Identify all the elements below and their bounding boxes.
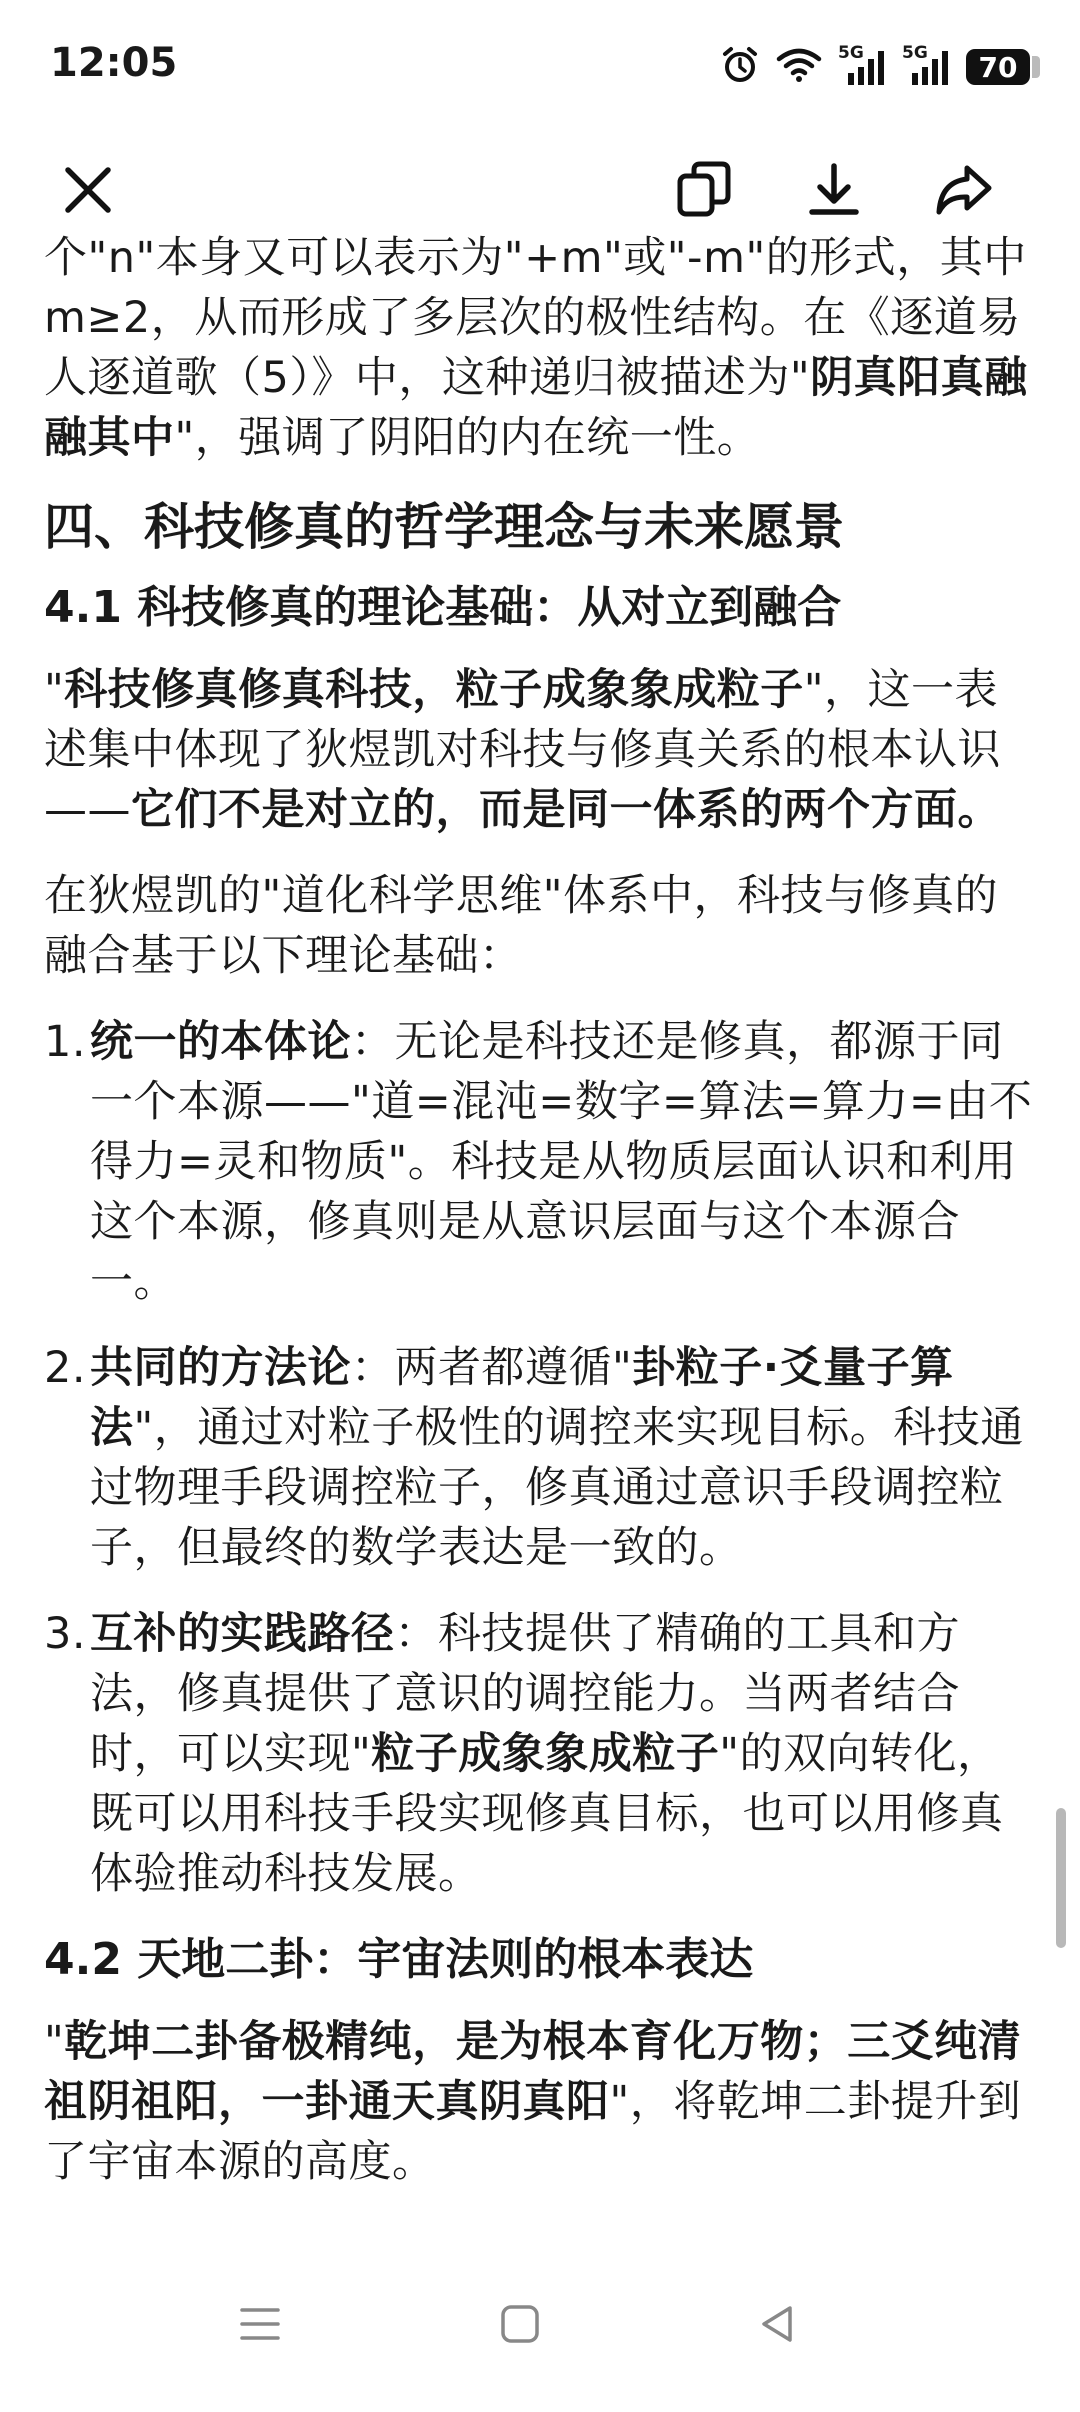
close-icon (60, 162, 116, 218)
numbered-list (44, 1012, 1034, 1904)
bold-text: 科技修真修真科技，粒子成象象成粒子 (64, 665, 804, 715)
bold-text: 卦粒子·爻量子算法 (90, 1343, 954, 1453)
status-bar (0, 0, 1080, 140)
list-number: 3. (44, 1609, 87, 1659)
copy-button[interactable] (666, 152, 742, 228)
text: " (44, 665, 65, 715)
text: ：无论是科技还是修真，都源于同一个本源——"道=混沌=数字=算法=算力=由不得力=灵和物质"。科技是从物质层面认识和利用这个本源，修真则是从意识层面与这个本源合一。 (90, 1017, 1033, 1307)
section-heading: 四、科技修真的哲学理念与未来愿景 (44, 498, 844, 556)
download-icon (804, 160, 864, 220)
signal-label: 5G (838, 43, 864, 63)
wifi-icon (776, 47, 822, 87)
download-button[interactable] (796, 152, 872, 228)
home-button[interactable] (480, 2284, 560, 2364)
text: ：两者都遵循" (351, 1343, 633, 1393)
text: "，强调了阴阳的内在统一性。 (174, 413, 761, 463)
home-icon (498, 2302, 542, 2346)
list-item (44, 1604, 1034, 1904)
bold-text: 阴真阳真融融其中 (44, 353, 1028, 463)
list-title: 统一的本体论 (90, 1017, 351, 1067)
share-icon (933, 160, 995, 220)
paragraph-intro: 在狄煜凯的"道化科学思维"体系中，科技与修真的融合基于以下理论基础： (44, 871, 999, 981)
signal-5g-icon-2 (902, 43, 950, 87)
subsection-heading: 4.1 科技修真的理论基础：从对立到融合 (44, 582, 842, 633)
text: "，通过对粒子极性的调控来实现目标。科技通过物理手段调控粒子，修真通过意识手段调控粒子，但最终的数学表达是一致的。 (90, 1403, 1024, 1573)
list-title: 共同的方法论 (90, 1343, 351, 1393)
back-button[interactable] (738, 2284, 818, 2364)
battery-indicator (966, 49, 1040, 85)
bold-text: 它们不是对立的，而是同一体系的两个方面 (131, 785, 958, 835)
battery-level: 70 (966, 49, 1030, 85)
system-nav-bar (0, 2240, 1080, 2412)
status-time: 12:05 (50, 40, 178, 86)
share-button[interactable] (926, 152, 1002, 228)
text: "的双向转化，既可以用科技手段实现修真目标，也可以用修真体验推动科技发展。 (90, 1729, 1004, 1899)
back-icon (756, 2302, 800, 2346)
menu-icon (238, 2304, 282, 2344)
bold-text: 粒子成象象成粒子 (371, 1729, 720, 1779)
list-item (44, 1012, 1034, 1312)
text: 个"n"本身又可以表示为"+m"或"-m"的形式，其中m≥2，从而形成了多层次的极性结构。在《逐道易人逐道歌（5）》中，这种递归被描述为" (44, 233, 1027, 403)
list-number: 2. (44, 1343, 87, 1393)
text: "，将乾坤二卦提升到了宇宙本源的高度。 (44, 2077, 1022, 2187)
scrollbar-thumb[interactable] (1056, 1808, 1066, 1948)
list-title: 互补的实践路径 (90, 1609, 395, 1659)
text: "，这一表述集中体现了狄煜凯对科技与修真关系的根本认识—— (44, 665, 1001, 835)
text: ：科技提供了精确的工具和方法，修真提供了意识的调控能力。当两者结合时，可以实现" (90, 1609, 960, 1779)
text: " (44, 2017, 65, 2067)
article-content (44, 228, 1034, 2228)
list-item (44, 1338, 1034, 1578)
paragraph-quote (44, 660, 1034, 840)
list-number: 1. (44, 1017, 87, 1067)
alarm-icon (720, 45, 760, 89)
bold-text: 乾坤二卦备极精纯，是为根本育化万物；三爻纯清祖阴祖阳，一卦通天真阴真阳 (44, 2017, 1022, 2127)
subsection-heading: 4.2 天地二卦：宇宙法则的根本表达 (44, 1934, 754, 1985)
close-button[interactable] (50, 152, 126, 228)
bold-text: 。 (957, 785, 1001, 835)
recent-apps-button[interactable] (220, 2284, 300, 2364)
copy-icon (674, 160, 734, 220)
signal-label-2: 5G (902, 43, 928, 63)
top-toolbar (0, 140, 1080, 240)
battery-tip (1032, 56, 1040, 78)
signal-5g-icon (838, 43, 886, 87)
paragraph-qiankun (44, 2012, 1034, 2192)
paragraph-polarity (44, 228, 1034, 468)
status-icons (720, 42, 1040, 92)
